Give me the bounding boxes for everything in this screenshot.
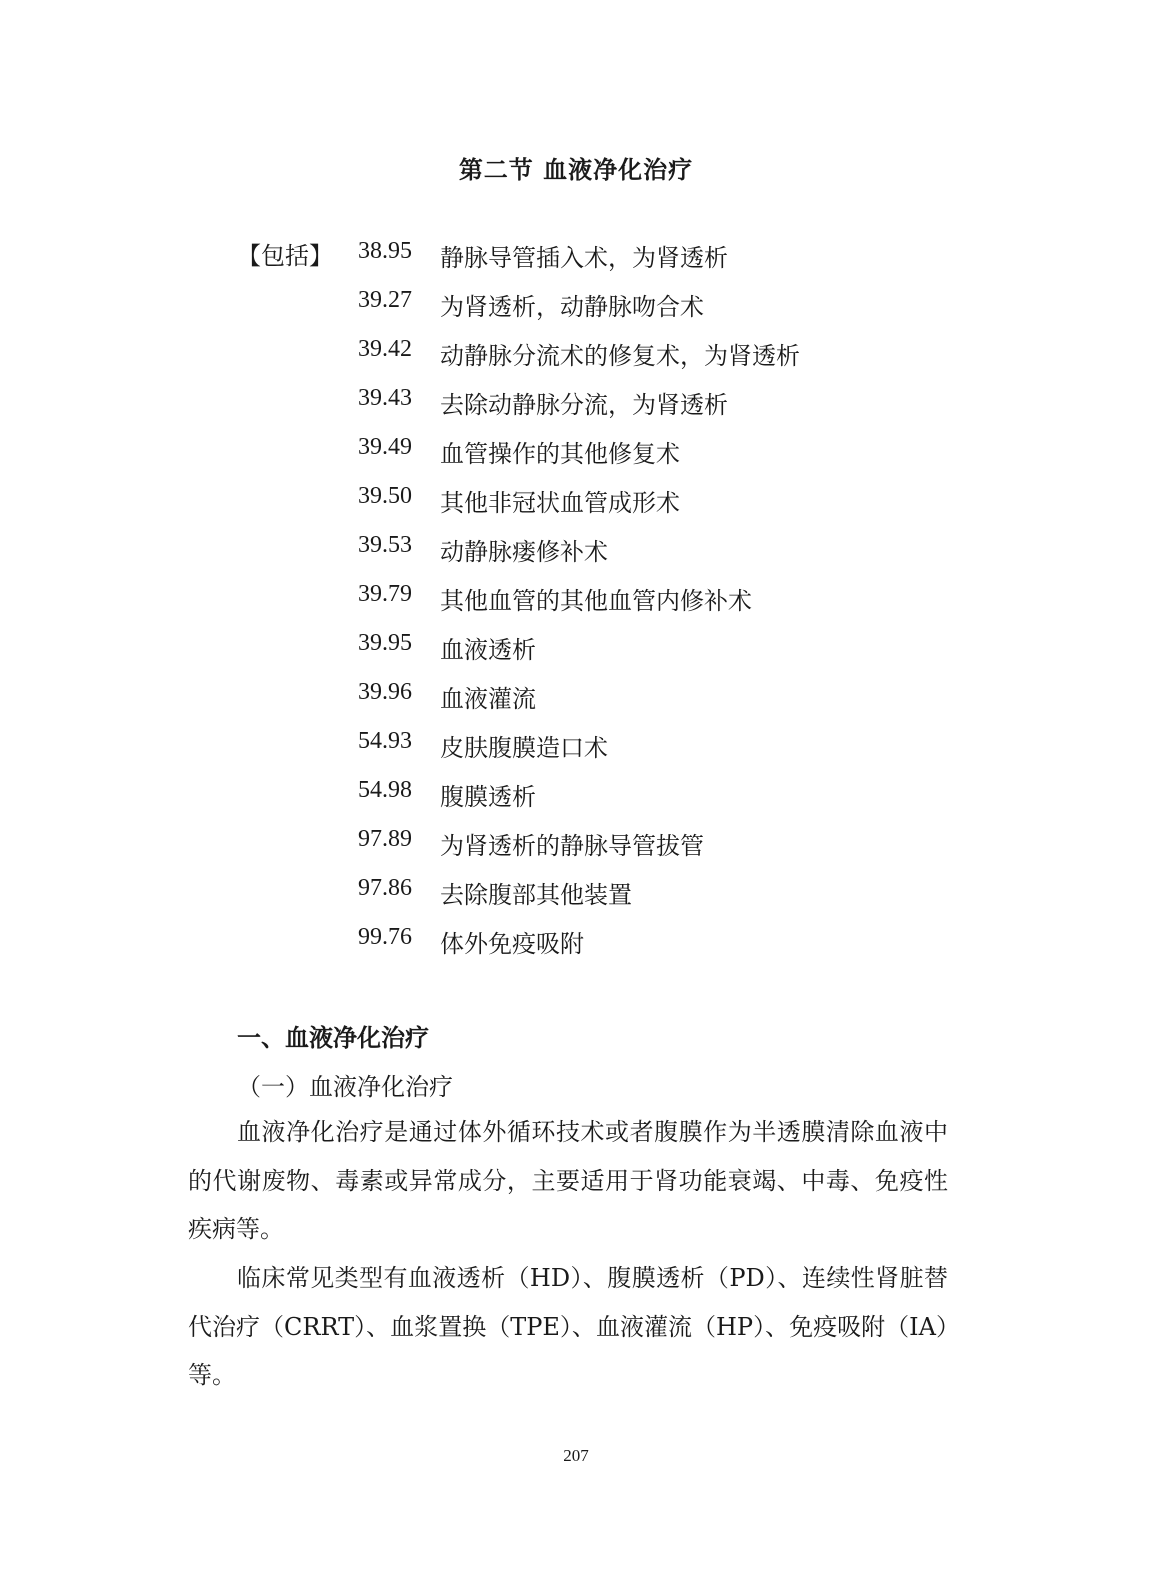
procedure-code: 39.42 [358, 336, 412, 362]
paragraph-2: 临床常见类型有血液透析（HD）、腹膜透析（PD）、连续性肾脏替代治疗（CRRT）、血浆置换（TPE）、血液灌流（HP）、免疫吸附（IA）等。 [188, 1264, 948, 1389]
procedure-code: 97.89 [358, 826, 412, 852]
procedure-name: 去除动静脉分流，为肾透析 [440, 391, 728, 419]
procedure-name: 血液透析 [440, 636, 536, 664]
procedure-code: 39.43 [358, 385, 412, 411]
procedure-code: 39.96 [358, 679, 412, 705]
procedure-name: 体外免疫吸附 [440, 930, 584, 958]
procedure-code: 54.98 [358, 777, 412, 803]
procedure-name: 去除腹部其他装置 [440, 881, 632, 909]
procedure-name: 为肾透析的静脉导管拔管 [440, 832, 704, 860]
procedure-code: 39.49 [358, 434, 412, 460]
procedure-code: 39.50 [358, 483, 412, 509]
paragraph-1: 血液净化治疗是通过体外循环技术或者腹膜作为半透膜清除血液中的代谢废物、毒素或异常成分，主要适用于肾功能衰竭、中毒、免疫性疾病等。 [188, 1118, 948, 1243]
procedure-name: 其他非冠状血管成形术 [440, 489, 680, 517]
heading-1: 一、血液净化治疗 [237, 1023, 429, 1052]
procedure-code: 38.95 [358, 238, 412, 264]
procedure-code: 39.95 [358, 630, 412, 656]
page-number: 207 [563, 1446, 589, 1465]
includes-label: 【包括】 [237, 242, 333, 270]
procedure-name: 静脉导管插入术，为肾透析 [440, 244, 728, 272]
procedure-code: 39.27 [358, 287, 412, 313]
heading-2: （一）血液净化治疗 [237, 1073, 453, 1101]
procedure-name: 为肾透析，动静脉吻合术 [440, 293, 704, 321]
section-title: 第二节 血液净化治疗 [458, 155, 694, 184]
procedure-code: 39.79 [358, 581, 412, 607]
procedure-code: 39.53 [358, 532, 412, 558]
procedure-name: 皮肤腹膜造口术 [440, 734, 608, 762]
procedure-name: 动静脉瘘修补术 [440, 538, 608, 566]
procedure-code: 97.86 [358, 875, 412, 901]
procedure-name: 血管操作的其他修复术 [440, 440, 680, 468]
procedure-name: 其他血管的其他血管内修补术 [440, 587, 752, 615]
procedure-code: 99.76 [358, 924, 412, 950]
procedure-code: 54.93 [358, 728, 412, 754]
procedure-name: 血液灌流 [440, 685, 536, 713]
procedure-name: 动静脉分流术的修复术，为肾透析 [440, 342, 800, 370]
procedure-name: 腹膜透析 [440, 783, 536, 811]
